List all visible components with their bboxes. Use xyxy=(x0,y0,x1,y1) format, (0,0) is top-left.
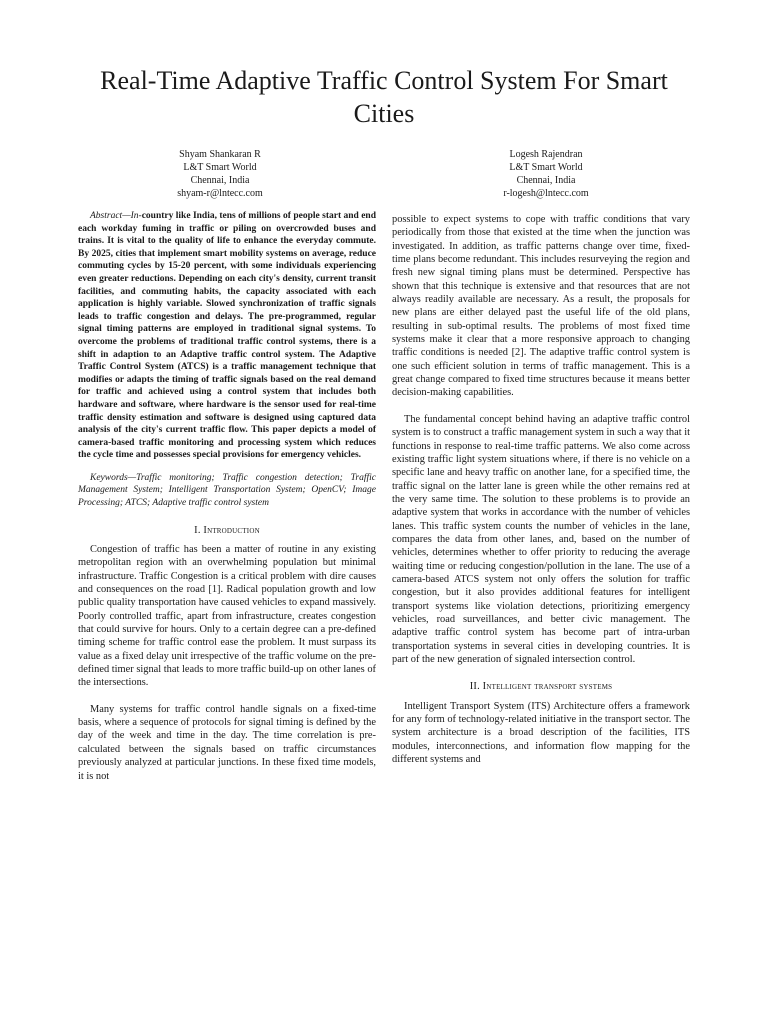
author-block-2 xyxy=(446,148,646,200)
author-location: Chennai, India xyxy=(516,175,576,186)
right-column xyxy=(392,213,690,766)
body-paragraph: The fundamental concept behind having an adaptive traffic control system is to construct a traffic management system in such a way that it functions in response to real-time traffic patterns. We also come across existing traffic light system situations where, if there is no vehicle on a specific lane and heavy traffic on another lane, for a specified time, the traffic signal on the latter lane is green while the other remains red at the very same time. The solution to these problems is to provide an adaptive system that works in accordance with the number of vehicles lanes. This traffic system counts the number of vehicles in the lane, compares the data from other lanes, and, based on the number of vehicles, determines whether to offer priority to reducing the average waiting time or reducing congestion/pollution in the lane. The use of a camera-based ATCS system not only offers the solution for traffic congestion, but it also provides additional features for intelligent transport systems like violation detections, prioritizing emergency vehicles, road surveillances, and better civic management. The adaptive traffic control system has become part of intra-urban transportation systems in several cities in developing countries. It is part of the new generation of signaled intersection control. xyxy=(392,413,690,665)
body-paragraph: possible to expect systems to cope with traffic conditions that vary periodically from those that existed at the time when the junction was investigated. In addition, as traffic patterns change over time, fixed-time plans become redundant. This includes resurveying the region and fresh new signal timing plans must be determined. Perspective has shown that this technique is extensive and that resources that are not always readily available are necessary. As a result, the proposals for new plans are either delayed past the useful life of the old plans, resulting in sub-optimal results. The problems of most fixed time systems make it clear that a more responsive approach to changing traffic conditions is needed [2]. The adaptive traffic control system is one such efficient solution in terms of traffic management. This is a great change compared to fixed time structures because it means better decision-making capabilities. xyxy=(392,214,690,399)
paper-title: Real-Time Adaptive Traffic Control System For Smart Cities xyxy=(100,66,668,128)
author-name: Logesh Rajendran xyxy=(509,149,583,160)
author-location: Chennai, India xyxy=(190,175,250,186)
author-block-1 xyxy=(120,148,320,200)
author-affiliation: L&T Smart World xyxy=(509,162,583,173)
author-email: shyam-r@lntecc.com xyxy=(177,188,263,199)
body-paragraph: Many systems for traffic control handle signals on a fixed-time basis, where a sequence of protocols for signal timing is defined by the day of the week and time in the day. The time correlation is pre-calculated between the signals based on traffic circumstances previously analyzed at particular junctions. In these fixed time models, it is not xyxy=(78,703,376,782)
abstract xyxy=(78,210,376,462)
author-email: r-logesh@lntecc.com xyxy=(503,188,589,199)
abstract-label: Abstract—In- xyxy=(90,211,142,221)
left-column xyxy=(78,210,376,783)
section-heading-introduction: I. Introduction xyxy=(194,524,260,536)
body-paragraph: Intelligent Transport System (ITS) Architecture offers a framework for any form of technology-related initiative in the transport sector. The system architecture is a broad description of the facilities, ITS modules, interconnections, and information flow mapping for the different systems and xyxy=(392,700,690,766)
author-name: Shyam Shankaran R xyxy=(179,149,261,160)
abstract-text: country like India, tens of millions of people start and end each workday fuming in traffic or piling on overcrowded buses and trains. It is vital to the quality of life to enhance the everyday commute. By 2025, cities that implement smart mobility systems on average, reduce commuting cycles by 15-20 percent, with some individuals experiencing even greater reductions. Depending on each city's density, current transit facilities, and commuting habits, the capacity associated with each application is highly variable. Slowed synchronization of traffic signals leads to traffic congestion and delays. The pre-programmed, regular signal timing patterns are employed in traditional signal systems. To overcome the problems of traditional traffic control systems, there is a shift in adaption to an Adaptive traffic control system. The Adaptive Traffic Control System (ATCS) is a traffic management technique that modifies or adapts the timing of traffic signals based on the real demand for traffic and achieved using a control system that includes both hardware and software, where hardware is the sensor used for real-time traffic density estimation and software is designed using captured data analysis of the city's current traffic flow. This paper depicts a model of camera-based traffic monitoring and processing system which reduces the cycle time and possesses special provisions for emergency vehicles. xyxy=(78,211,376,461)
body-paragraph: Congestion of traffic has been a matter of routine in any existing metropolitan region with an overwhelming population but minimal infrastructure. Traffic Congestion is a critical problem with dire causes and consequences on the road [1]. Radical population growth and low public quality transportation have caused vehicles to expand massively. Poorly controlled traffic, apart from infrastructure, creates congestion that could survive for hours. Only to a certain degree can a pre-defined timing scheme for traffic control ease the problem. It must surpass its value as a fixed delay unit irrespective of the traffic volume on the pre-defined timer signal that leads to more traffic build-up on other lanes of the intersections. xyxy=(78,544,376,689)
author-affiliation: L&T Smart World xyxy=(183,162,257,173)
keywords: Keywords—Traffic monitoring; Traffic congestion detection; Traffic Management System; Intelligent Transportation System; OpenCV; Image Processing; ATCS; Adaptive traffic control system xyxy=(78,472,376,509)
section-heading-its: II. Intelligent transport systems xyxy=(469,681,613,693)
